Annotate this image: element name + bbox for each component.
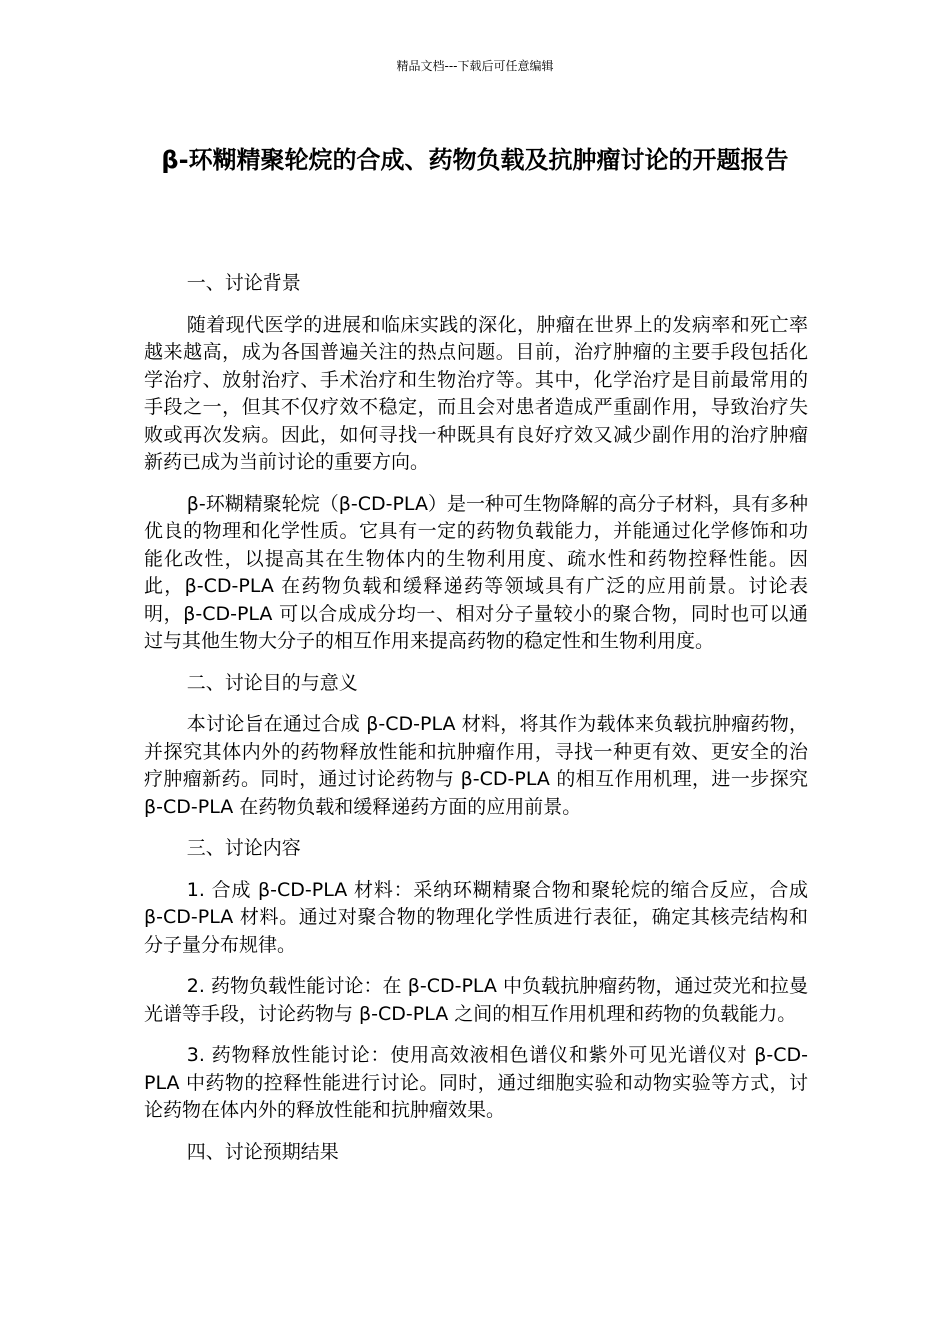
section-heading-background: 一、讨论背景 xyxy=(186,272,301,294)
page-header: 精品文档---下载后可任意编辑 xyxy=(396,59,554,73)
list-item: 3. 药物释放性能讨论：使用高效液相色谱仪和紫外可见光谱仪对 β-CD-PLA 中药物的控释性能进行讨论。同时，通过细胞实验和动物实验等方式，讨论药物在体内外的释放性能和抗肿瘤效果。 xyxy=(144,1044,808,1121)
section-heading-purpose: 二、讨论目的与意义 xyxy=(186,671,358,694)
document-body xyxy=(144,270,808,1180)
paragraph: 本讨论旨在通过合成 β-CD-PLA 材料，将其作为载体来负载抗肿瘤药物，并探究其体内外的药物释放性能和抗肿瘤作用，寻找一种更有效、更安全的治疗肿瘤新药。同时，通过讨论药物与 β-CD-PLA 的相互作用机理，进一步探究 β-CD-PLA 在药物负载和缓释递药方面的应用前景。 xyxy=(144,713,808,818)
section-heading-content: 三、讨论内容 xyxy=(186,837,301,859)
section-heading-expected: 四、讨论预期结果 xyxy=(186,1140,339,1163)
paragraph: β-环糊精聚轮烷（β-CD-PLA）是一种可生物降解的高分子材料，具有多种优良的物理和化学性质。它具有一定的药物负载能力，并能通过化学修饰和功能化改性，以提高其在生物体内的生物利用度、疏水性和药物控释性能。因此，β-CD-PLA 在药物负载和缓释递药等领域具有广泛的应用前景。讨论表明，β-CD-PLA 可以合成成分均一、相对分子量较小的聚合物，同时也可以通过与其他生物大分子的相互作用来提高药物的稳定性和生物利用度。 xyxy=(144,492,808,652)
list-item: 2. 药物负载性能讨论：在 β-CD-PLA 中负载抗肿瘤药物，通过荧光和拉曼光谱等手段，讨论药物与 β-CD-PLA 之间的相互作用机理和药物的负载能力。 xyxy=(144,975,808,1025)
paragraph: 随着现代医学的进展和临床实践的深化，肿瘤在世界上的发病率和死亡率越来越高，成为各国普遍关注的热点问题。目前，治疗肿瘤的主要手段包括化学治疗、放射治疗、手术治疗和生物治疗等。其中，化学治疗是目前最常用的手段之一，但其不仅疗效不稳定，而且会对患者造成严重副作用，导致治疗失败或再次发病。因此，如何寻找一种既具有良好疗效又减少副作用的治疗肿瘤新药已成为当前讨论的重要方向。 xyxy=(144,313,808,473)
document-title: β-环糊精聚轮烷的合成、药物负载及抗肿瘤讨论的开题报告 xyxy=(161,146,789,174)
list-item: 1. 合成 β-CD-PLA 材料：采纳环糊精聚合物和聚轮烷的缩合反应，合成 β-CD-PLA 材料。通过对聚合物的物理化学性质进行表征，确定其核壳结构和分子量分布规律。 xyxy=(144,878,808,956)
